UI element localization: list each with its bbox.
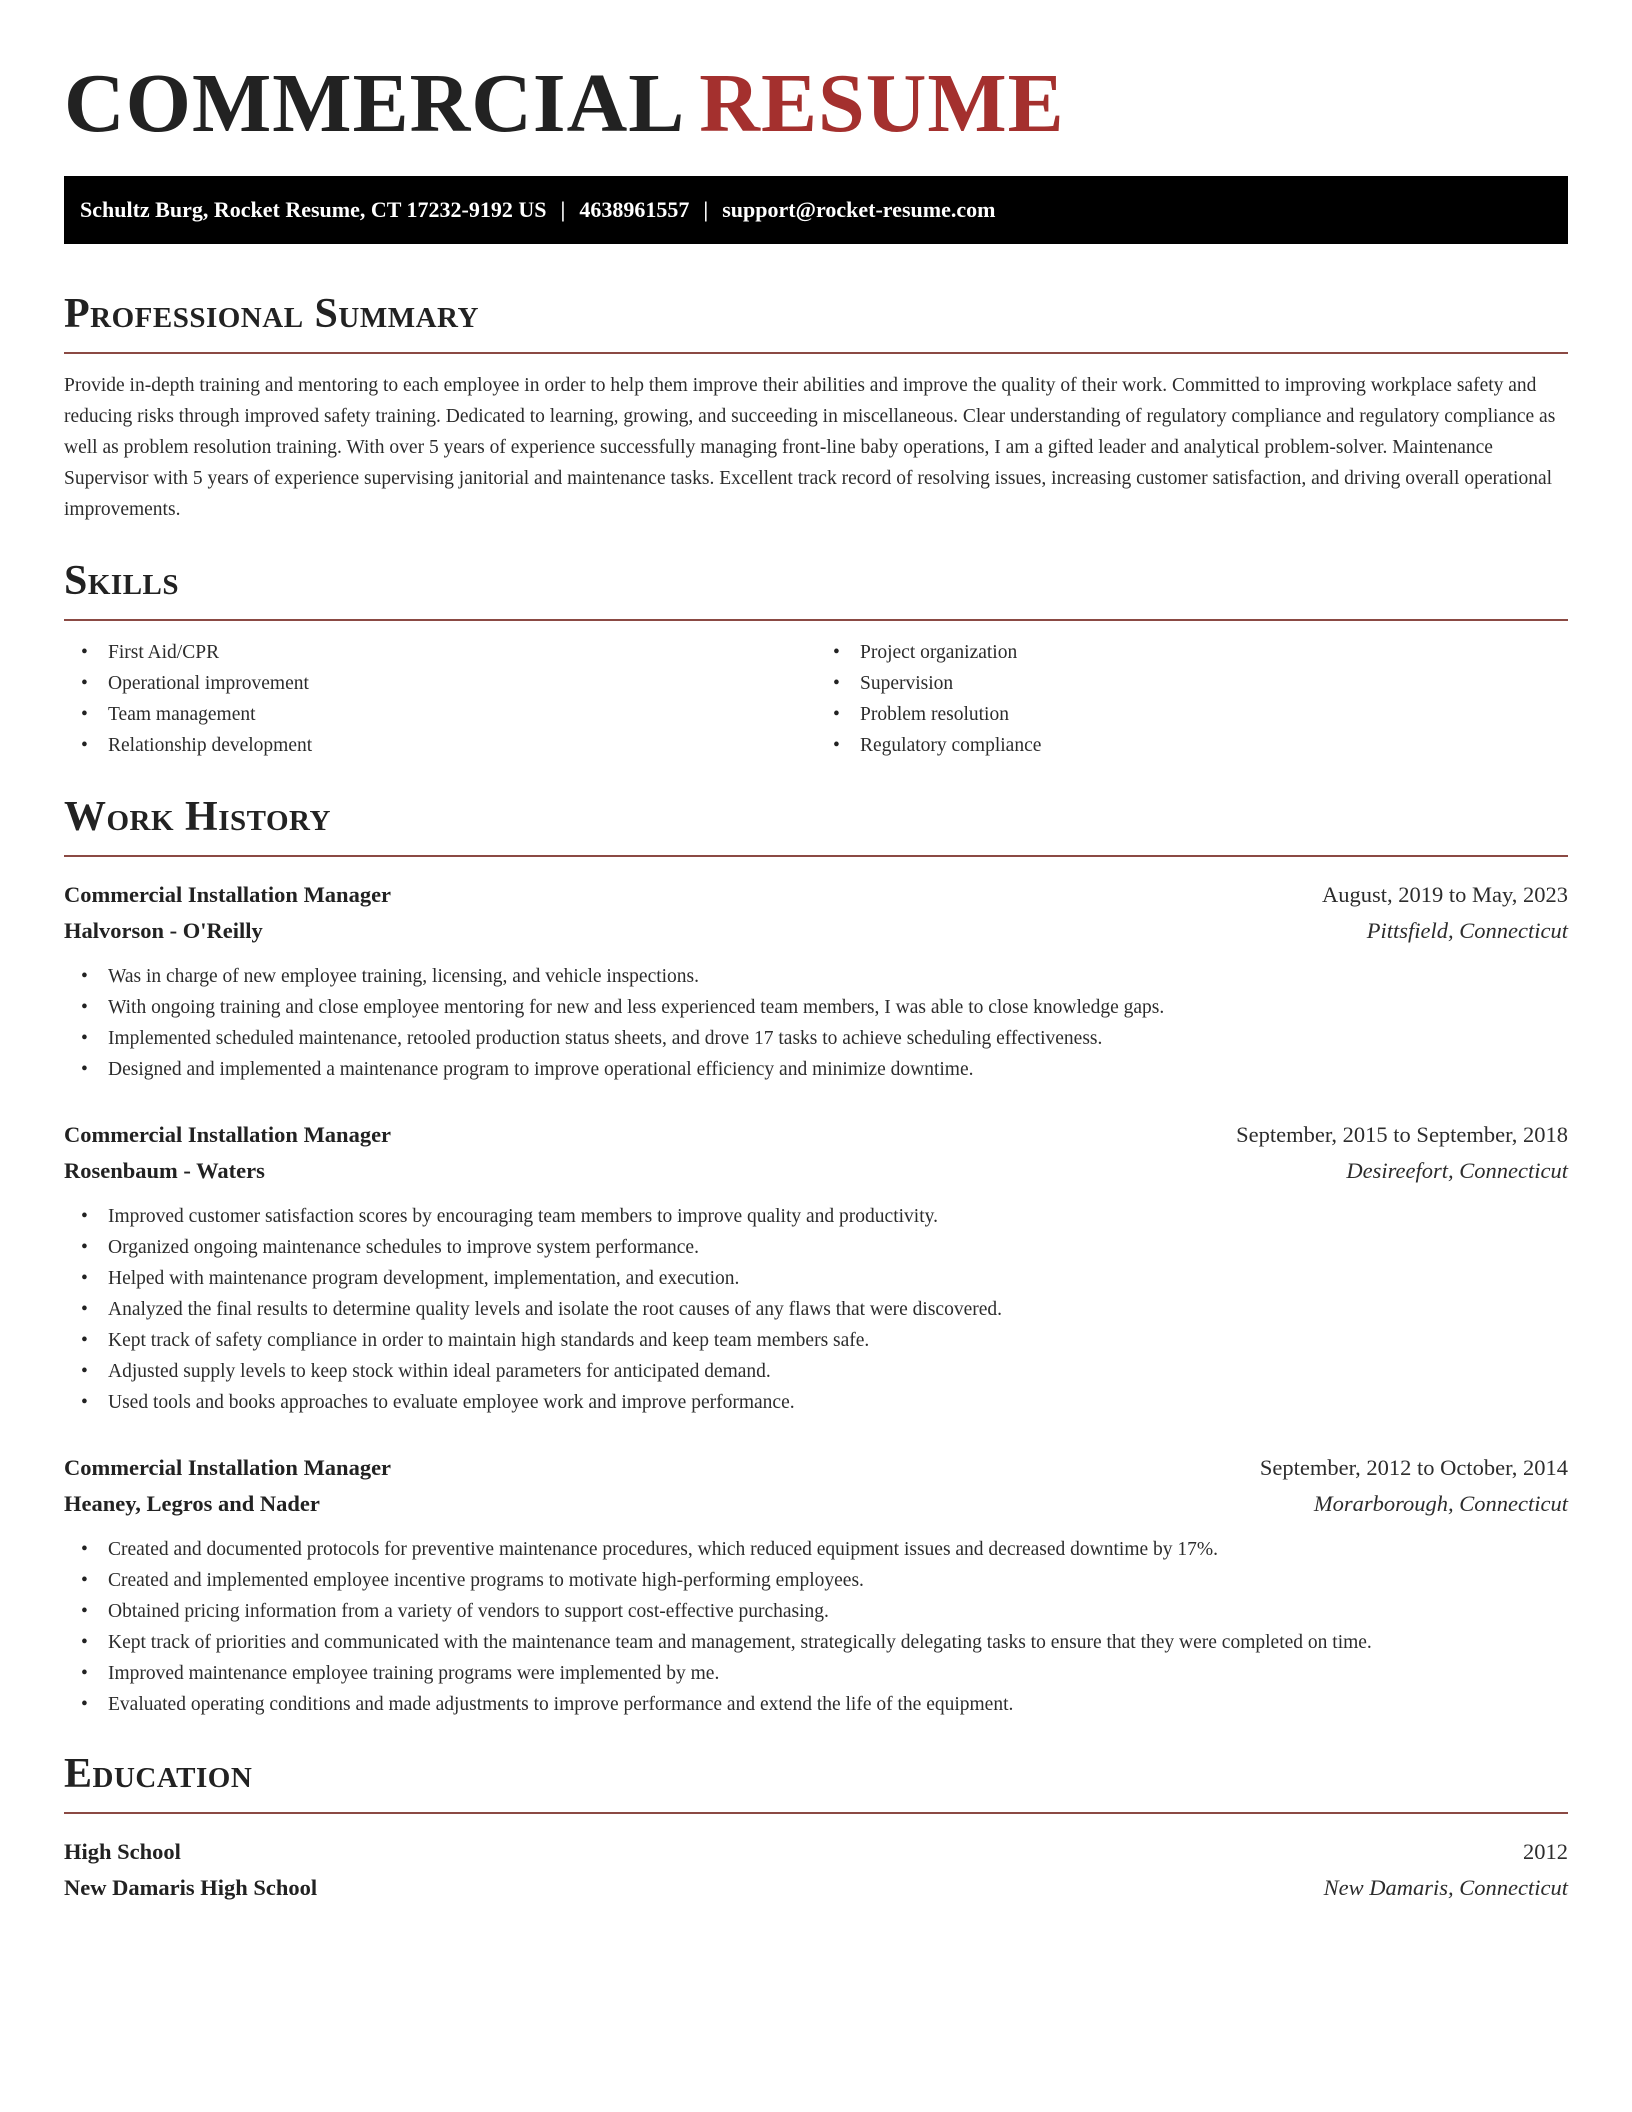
skill-item: • Project organization (860, 637, 1568, 668)
job-bullet: • Kept track of priorities and communicated with the maintenance team and management, strategically delegating tasks to ensure that they were completed on time. (108, 1627, 1568, 1658)
job-bullet: • Analyzed the final results to determine quality levels and isolate the root causes of any flaws that were discovered. (108, 1294, 1568, 1325)
skills-grid (64, 637, 1568, 761)
job-bullet: • Created and documented protocols for preventive maintenance procedures, which reduced equipment issues and decreased downtime by 17%. (108, 1534, 1568, 1565)
job-bullet: • Obtained pricing information from a variety of vendors to support cost-effective purchasing. (108, 1596, 1568, 1627)
job-dates: August, 2019 to May, 2023 (1321, 882, 1568, 907)
section-title-education: Education (64, 1751, 253, 1797)
education-entry (64, 1834, 1568, 1906)
job-bullet: • Evaluated operating conditions and made adjustments to improve performance and extend the life of the equipment. (108, 1689, 1568, 1720)
skills-column-left (64, 637, 816, 761)
job-company: Rosenbaum - Waters (64, 1158, 265, 1183)
contact-separator: | (560, 197, 566, 222)
skills-column-right (816, 637, 1568, 761)
skill-item: • Regulatory compliance (860, 730, 1568, 761)
education-section (64, 1748, 1568, 1906)
job-bullet: • Created and implemented employee incentive programs to motivate high-performing employees. (108, 1565, 1568, 1596)
skills-section (64, 555, 1568, 761)
job-bullet: • Adjusted supply levels to keep stock within ideal parameters for anticipated demand. (108, 1356, 1568, 1387)
job-bullet: • Organized ongoing maintenance schedules to improve system performance. (108, 1232, 1568, 1263)
job-location: Morarborough, Connecticut (1313, 1491, 1568, 1516)
skill-item: • Operational improvement (108, 668, 816, 699)
skill-item: • Problem resolution (860, 699, 1568, 730)
job-bullet: • Improved maintenance employee training programs were implemented by me. (108, 1658, 1568, 1689)
job-bullet: • Designed and implemented a maintenance program to improve operational efficiency and minimize downtime. (108, 1054, 1568, 1085)
job-bullet: • Kept track of safety compliance in order to maintain high standards and keep team members safe. (108, 1325, 1568, 1356)
education-year: 2012 (1523, 1839, 1568, 1864)
education-school-row (64, 1870, 1568, 1906)
job-bullet: • Used tools and books approaches to evaluate employee work and improve performance. (108, 1387, 1568, 1418)
job-header-row (64, 1117, 1568, 1153)
contact-separator: | (703, 197, 709, 222)
section-divider (64, 619, 1568, 621)
section-divider (64, 352, 1568, 354)
job-header-row (64, 1450, 1568, 1486)
contact-address: Schultz Burg, Rocket Resume, CT 17232-9192 US (80, 197, 547, 222)
job-dates: September, 2015 to September, 2018 (1236, 1122, 1568, 1147)
job-company-row (64, 1486, 1568, 1522)
job-dates: September, 2012 to October, 2014 (1259, 1455, 1568, 1480)
education-degree: High School (64, 1839, 181, 1864)
education-location: New Damaris, Connecticut (1323, 1875, 1568, 1900)
job-bullets (64, 1201, 1568, 1418)
job-title: Commercial Installation Manager (64, 882, 392, 907)
section-divider (64, 855, 1568, 857)
resume-name-heading (64, 0, 1568, 176)
skill-item: • Supervision (860, 668, 1568, 699)
summary-text: Provide in-depth training and mentoring to each employee in order to help them improve their abilities and improve the quality of their work. Committed to improving workplace safety and reducing risks through improved safety training. Dedicated to learning, growing, and succeeding in miscellaneous. Clear understanding of regulatory compliance and regulatory compliance as well as problem resolution training. With over 5 years of experience successfully managing front-line baby operations, I am a gifted leader and analytical problem-solver. Maintenance Supervisor with 5 years of experience supervising janitorial and maintenance tasks. Excellent track record of resolving issues, increasing customer satisfaction, and driving overall operational improvements. (64, 375, 1556, 520)
contact-phone: 4638961557 (579, 197, 690, 222)
skill-item: • Relationship development (108, 730, 816, 761)
contact-bar (64, 176, 1568, 244)
work-history-section (64, 791, 1568, 1720)
skill-item: • First Aid/CPR (108, 637, 816, 668)
job-bullets (64, 961, 1568, 1085)
section-title-skills: Skills (64, 558, 180, 604)
job-title: Commercial Installation Manager (64, 1122, 392, 1147)
education-school: New Damaris High School (64, 1875, 318, 1900)
section-title-summary: Professional Summary (64, 291, 479, 337)
job-location: Pittsfield, Connecticut (1366, 918, 1568, 943)
job-company: Heaney, Legros and Nader (64, 1491, 320, 1516)
job-bullet: • With ongoing training and close employee mentoring for new and less experienced team members, I was able to close knowledge gaps. (108, 992, 1568, 1023)
job-entry (64, 1117, 1568, 1418)
job-company-row (64, 1153, 1568, 1189)
job-bullet: • Helped with maintenance program development, implementation, and execution. (108, 1263, 1568, 1294)
job-header-row (64, 877, 1568, 913)
job-bullets (64, 1534, 1568, 1720)
job-location: Desireefort, Connecticut (1346, 1158, 1568, 1183)
job-bullet: • Implemented scheduled maintenance, retooled production status sheets, and drove 17 tasks to achieve scheduling effectiveness. (108, 1023, 1568, 1054)
job-bullet: • Improved customer satisfaction scores by encouraging team members to improve quality and productivity. (108, 1201, 1568, 1232)
job-company: Halvorson - O'Reilly (64, 918, 263, 943)
section-divider (64, 1812, 1568, 1814)
job-company-row (64, 913, 1568, 949)
job-title: Commercial Installation Manager (64, 1455, 392, 1480)
skill-item: • Team management (108, 699, 816, 730)
job-bullet: • Was in charge of new employee training, licensing, and vehicle inspections. (108, 961, 1568, 992)
contact-email: support@rocket-resume.com (722, 197, 996, 222)
job-entry (64, 877, 1568, 1085)
professional-summary-section (64, 288, 1568, 525)
name-last-word: RESUME (699, 57, 1065, 150)
section-title-work-history: Work History (64, 794, 331, 840)
education-degree-row (64, 1834, 1568, 1870)
job-entry (64, 1450, 1568, 1720)
name-first-word: COMMERCIAL (64, 57, 686, 150)
